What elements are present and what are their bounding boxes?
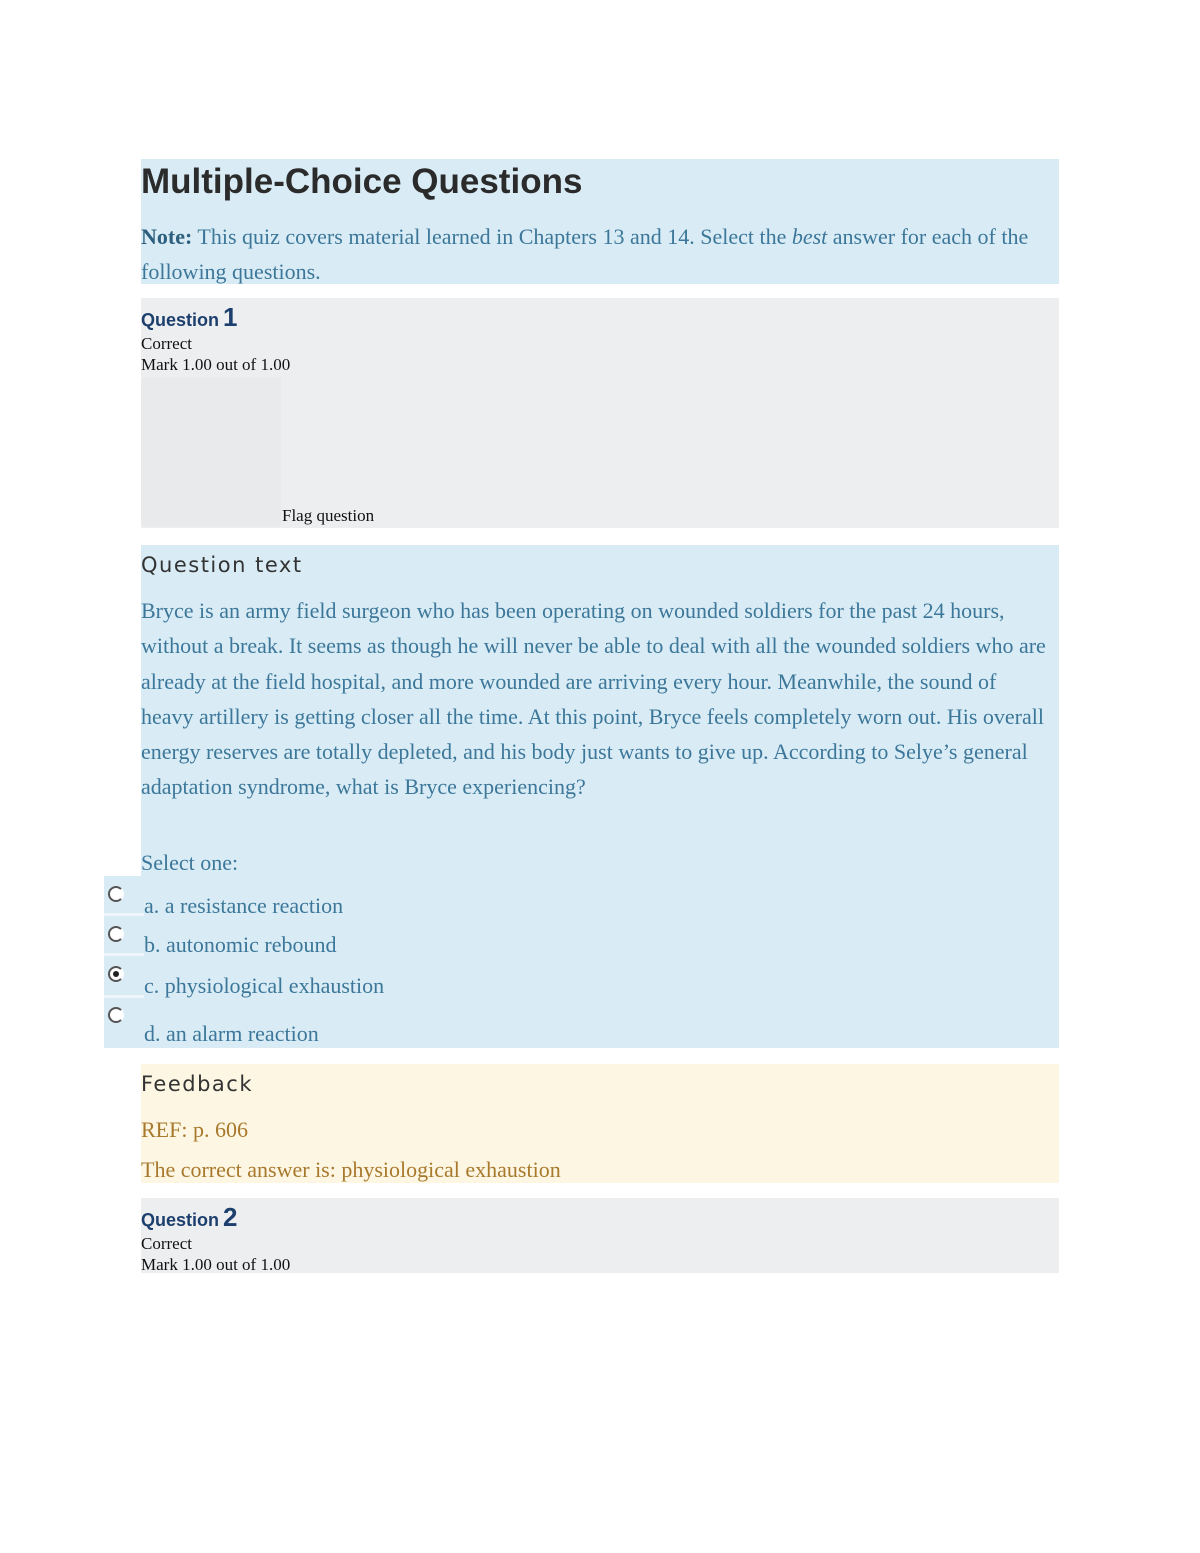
quiz-note	[141, 219, 1041, 289]
radio-column	[104, 876, 144, 1048]
select-one-prompt: Select one:	[141, 850, 239, 875]
radio-separator	[104, 913, 144, 916]
question-word: Question	[141, 310, 220, 330]
question-2-info	[141, 1198, 1059, 1273]
flag-area	[141, 378, 281, 526]
feedback-reference: REF: p. 606	[141, 1117, 248, 1142]
option-b-label[interactable]: b. autonomic rebound	[144, 932, 337, 957]
question-status: Correct	[141, 1234, 192, 1253]
option-c-radio[interactable]	[108, 966, 124, 982]
feedback-correct-answer: The correct answer is: physiological exhaustion	[141, 1157, 561, 1182]
note-text-before: This quiz covers material learned in Chapters 13 and 14. Select the	[192, 224, 792, 249]
quiz-header	[141, 159, 1059, 284]
feedback-panel	[141, 1064, 1059, 1183]
question-text-heading: Question text	[141, 553, 303, 577]
question-2-state	[141, 1233, 290, 1275]
option-a-radio[interactable]	[108, 886, 124, 902]
question-number: 2	[223, 1202, 238, 1232]
radio-separator	[104, 953, 144, 956]
feedback-heading: Feedback	[141, 1072, 254, 1096]
radio-separator	[104, 995, 144, 998]
note-label: Note:	[141, 224, 193, 249]
question-status: Correct	[141, 334, 192, 353]
option-c-label[interactable]: c. physiological exhaustion	[144, 973, 385, 998]
option-d-label[interactable]: d. an alarm reaction	[144, 1021, 319, 1046]
question-1-info	[141, 298, 1059, 528]
option-a-label[interactable]: a. a resistance reaction	[144, 893, 344, 918]
page-title: Multiple-Choice Questions	[141, 162, 583, 201]
question-word: Question	[141, 1210, 220, 1230]
option-b-radio[interactable]	[108, 926, 124, 942]
note-text-after: answer for each of the following questions.	[141, 224, 1029, 284]
question-text: Bryce is an army field surgeon who has been operating on wounded soldiers for the past 24 hours, without a break. It seems as though he will never be able to deal with all the wounded soldiers who are already at the field hospital, and more wounded are arriving every hour. Meanwhile, the sound of heavy artillery is getting closer all the time. At this point, Bryce feels completely worn out. His overall energy reserves are totally depleted, and his body just wants to give up. According to Selye’s general adaptation syndrome, what is Bryce experiencing?	[141, 598, 1046, 800]
flag-question-link[interactable]: Flag question	[282, 506, 375, 525]
question-mark: Mark 1.00 out of 1.00	[141, 355, 291, 374]
note-emphasis: best	[791, 224, 828, 249]
option-d-radio[interactable]	[108, 1007, 124, 1023]
question-1-state	[141, 333, 290, 375]
question-mark: Mark 1.00 out of 1.00	[141, 1255, 291, 1274]
question-2-label	[141, 1202, 237, 1233]
question-number: 1	[223, 302, 238, 332]
question-1-label	[141, 302, 237, 333]
